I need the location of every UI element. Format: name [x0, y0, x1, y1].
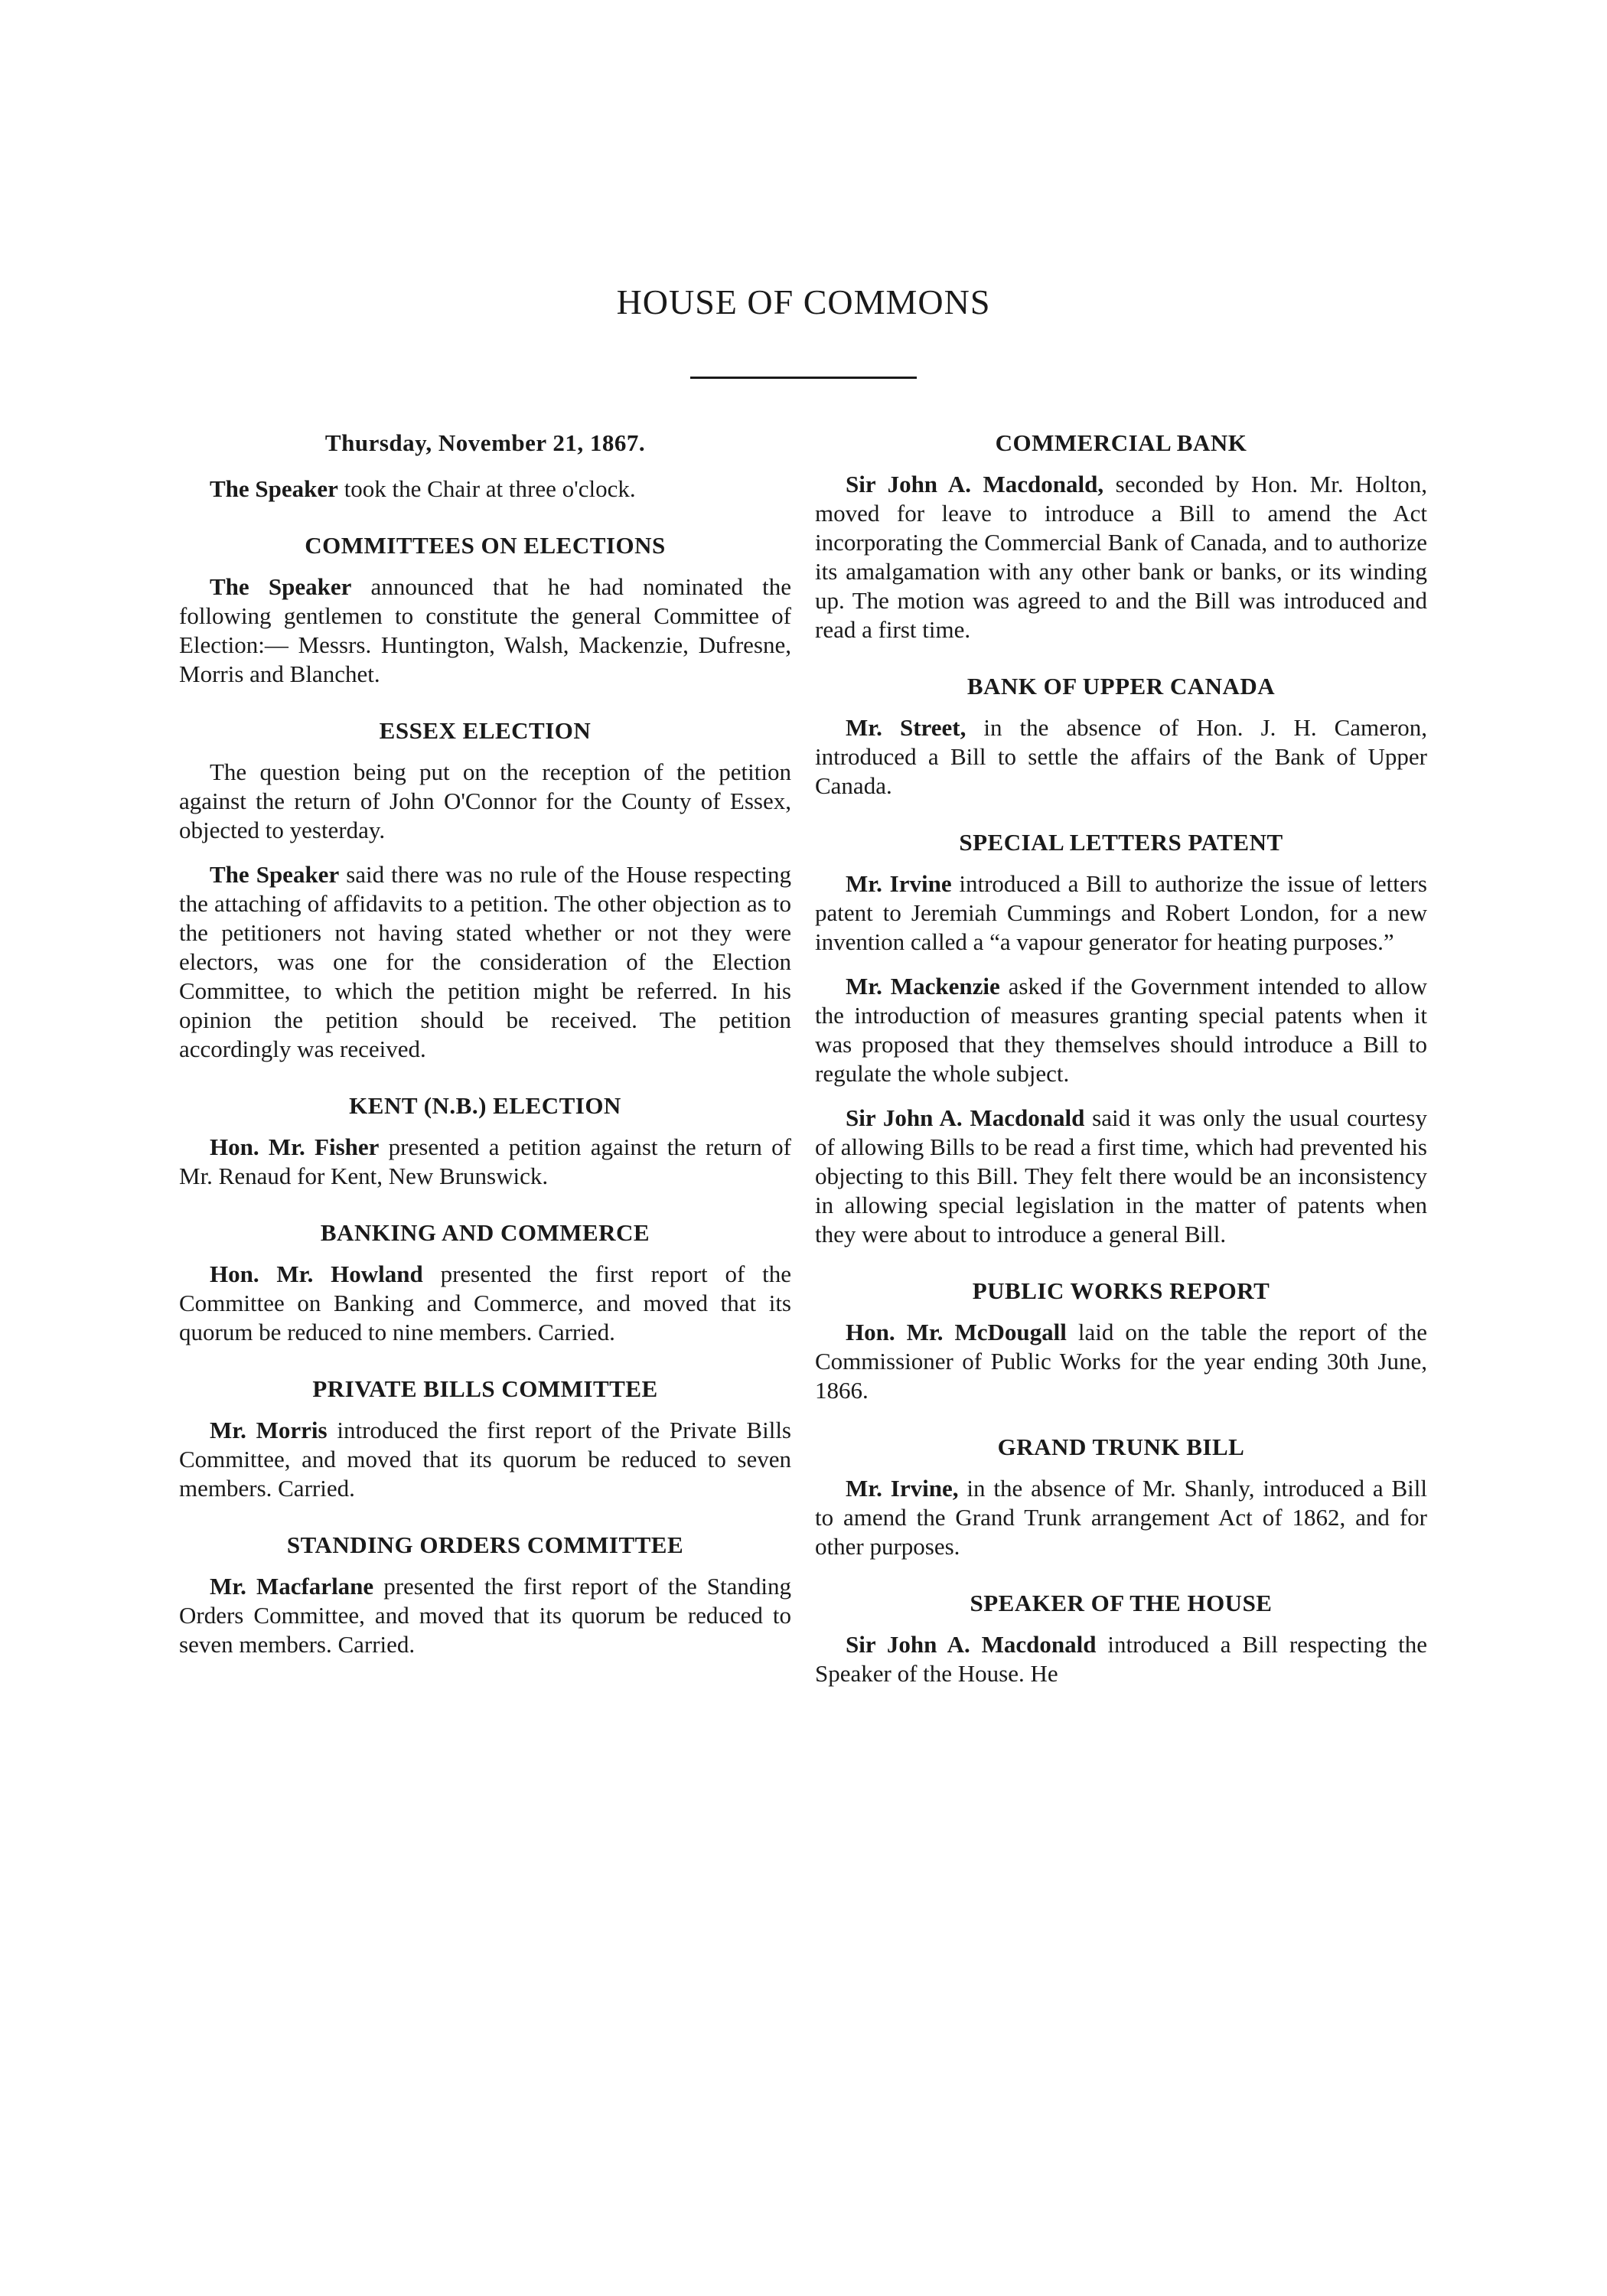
paragraph-text: in the absence of Mr. Shanly, introduced a Bill to amend the Grand Trunk arrangement Act of 1862, and for other purposes.: [815, 1475, 1428, 1560]
paragraph-text: took the Chair at three o'clock.: [337, 475, 636, 502]
speaker-name: The Speaker: [210, 861, 340, 888]
speaker-name: Mr. Macfarlane: [210, 1573, 374, 1600]
paragraph: [179, 860, 791, 1064]
speaker-name: Mr. Irvine,: [846, 1475, 959, 1502]
speaker-name: Mr. Street,: [846, 714, 966, 741]
paragraph: [815, 1104, 1427, 1249]
paragraph: [815, 713, 1427, 801]
section-bank-of-upper-canada: [815, 672, 1427, 801]
paragraph: [179, 1572, 791, 1659]
section-heading: ESSEX ELECTION: [379, 717, 592, 744]
section-special-letters-patent: [815, 828, 1427, 1249]
paragraph: [815, 1630, 1427, 1688]
speaker-name: Hon. Mr. McDougall: [846, 1319, 1067, 1345]
section-heading: KENT (N.B.) ELECTION: [349, 1092, 621, 1119]
paragraph: [815, 1474, 1427, 1561]
paragraph-text: introduced a Bill to authorize the issue of letters patent to Jeremiah Cummings and Robert London, for a new invention called a “a vapour generator for heating purposes.”: [815, 870, 1427, 955]
speaker-name: Hon. Mr. Fisher: [210, 1133, 380, 1160]
section-heading: SPEAKER OF THE HOUSE: [970, 1590, 1273, 1616]
paragraph: [815, 972, 1427, 1088]
speaker-name: Mr. Irvine: [846, 870, 952, 897]
paragraph: [815, 470, 1427, 644]
paragraph-text: introduced a Bill respecting the Speaker of the House. He: [815, 1631, 1427, 1687]
paragraph: [815, 1318, 1427, 1405]
paragraph: [179, 1416, 791, 1503]
title-rule: [690, 377, 917, 379]
speaker-name: Hon. Mr. Howland: [210, 1261, 423, 1287]
speaker-name: The Speaker: [210, 573, 352, 600]
speaker-name: Sir John A. Macdonald: [846, 1104, 1085, 1131]
speaker-name: Mr. Mackenzie: [846, 973, 1000, 1000]
paragraph: [179, 758, 791, 845]
paragraph-text: seconded by Hon. Mr. Holton, moved for leave to introduce a Bill to amend the Act incorporating the Commercial Bank of Canada, and to authorize its amalgamation with any other bank or banks, or its winding up. The motion was agreed to and the Bill was introduced and read a first time.: [815, 471, 1427, 643]
section-committees-on-elections: [179, 531, 791, 689]
section-heading: STANDING ORDERS COMMITTEE: [286, 1531, 684, 1558]
opening-paragraph: [179, 475, 791, 504]
section-heading: COMMITTEES ON ELECTIONS: [305, 532, 666, 559]
section-heading: PUBLIC WORKS REPORT: [972, 1277, 1270, 1304]
paragraph: [179, 572, 791, 689]
paragraph-text: laid on the table the report of the Commissioner of Public Works for the year ending 30th June, 1866.: [815, 1319, 1428, 1404]
section-standing-orders-committee: [179, 1531, 791, 1659]
section-commercial-bank: [815, 429, 1427, 644]
paragraph: [179, 1260, 791, 1347]
paragraph-text: said it was only the usual courtesy of allowing Bills to be read a first time, which had prevented his objecting to this Bill. They felt there would be an inconsistency in allowing special legislation in the matter of patents when they were about to introduce a general Bill.: [815, 1104, 1427, 1247]
speaker-name: Mr. Morris: [210, 1417, 328, 1443]
section-speaker-of-the-house: [815, 1589, 1427, 1688]
right-column: [815, 429, 1427, 1704]
section-heading: SPECIAL LETTERS PATENT: [959, 829, 1283, 856]
section-public-works-report: [815, 1277, 1427, 1405]
left-column: [179, 429, 791, 1675]
section-banking-and-commerce: [179, 1218, 791, 1347]
section-private-bills-committee: [179, 1375, 791, 1503]
section-essex-election: [179, 716, 791, 1064]
sitting-date: Thursday, November 21, 1867.: [324, 429, 646, 456]
paragraph-text: introduced the first report of the Private Bills Committee, and moved that its quorum be reduced to seven members. Carried.: [179, 1417, 791, 1502]
section-heading: BANK OF UPPER CANADA: [966, 673, 1276, 700]
paragraph: [815, 869, 1427, 957]
paragraph-text: asked if the Government intended to allow the introduction of measures granting special patents when it was proposed that they themselves should introduce a Bill to regulate the whole subject.: [815, 973, 1427, 1087]
section-heading: GRAND TRUNK BILL: [997, 1433, 1245, 1460]
paragraph-text: in the absence of Hon. J. H. Cameron, introduced a Bill to settle the affairs of the Bank of Upper Canada.: [815, 714, 1427, 799]
paragraph-text: presented the first report of the Standing Orders Committee, and moved that its quorum be reduced to seven members. Carried.: [179, 1573, 791, 1658]
page-title: HOUSE OF COMMONS: [616, 282, 991, 321]
paragraph: [179, 1133, 791, 1191]
section-kent-election: [179, 1091, 791, 1191]
section-heading: PRIVATE BILLS COMMITTEE: [312, 1375, 658, 1402]
speaker-name: The Speaker: [210, 475, 338, 502]
paragraph-text: presented the first report of the Committee on Banking and Commerce, and moved that its quorum be reduced to nine members. Carried.: [179, 1261, 791, 1345]
paragraph-text: The question being put on the reception of the petition against the return of John O'Connor for the County of Essex, objected to yesterday.: [179, 758, 791, 843]
paragraph-text: said there was no rule of the House respecting the attaching of affidavits to a petition. The other objection as to the petitioners not having stated whether or not they were electors, was one for the consideration of the Election Committee, to which the petition might be referred. In his opinion the petition should be received. The petition accordingly was received.: [179, 861, 791, 1062]
speaker-name: Sir John A. Macdonald: [846, 1631, 1097, 1658]
section-heading: COMMERCIAL BANK: [995, 429, 1247, 456]
paragraph-text: announced that he had nominated the following gentlemen to constitute the general Committee of Election:— Messrs. Huntington, Walsh, Mackenzie, Dufresne, Morris and Blanchet.: [179, 573, 791, 687]
paragraph-text: presented a petition against the return of Mr. Renaud for Kent, New Brunswick.: [179, 1133, 791, 1189]
section-grand-trunk-bill: [815, 1433, 1427, 1561]
section-heading: BANKING AND COMMERCE: [320, 1219, 650, 1246]
speaker-name: Sir John A. Macdonald,: [846, 471, 1104, 497]
